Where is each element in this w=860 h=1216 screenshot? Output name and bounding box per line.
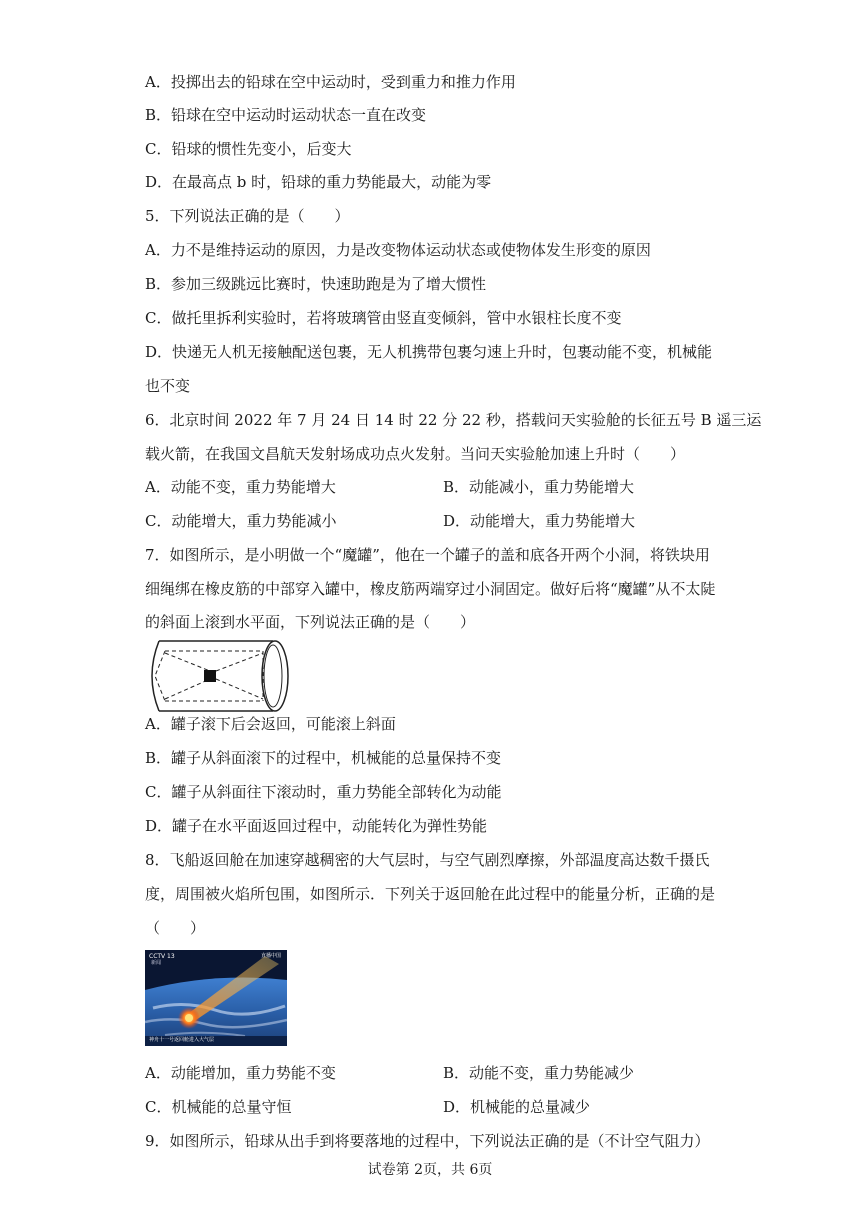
- option-7a: A．罐子滚下后会返回，可能滚上斜面: [145, 715, 396, 733]
- magic-can-figure: [145, 638, 290, 714]
- question-8: 8．飞船返回舱在加速穿越稠密的大气层时，与空气剧烈摩擦，外部温度高达数千摄氏: [145, 851, 710, 869]
- option-5d: D．快递无人机无接触配送包裹，无人机携带包裹匀速上升时，包裹动能不变，机械能: [145, 343, 713, 361]
- option-4d: D．在最高点 b 时，铅球的重力势能最大，动能为零: [145, 173, 492, 191]
- option-5c: C．做托里拆利实验时，若将玻璃管由竖直变倾斜，管中水银柱长度不变: [145, 309, 622, 327]
- reentry-capsule-photo: [145, 950, 287, 1046]
- option-8b: B．动能不变，重力势能减少: [443, 1064, 635, 1082]
- option-5d-cont: 也不变: [145, 377, 191, 395]
- question-6: 6．北京时间 2022 年 7 月 24 日 14 时 22 分 22 秒，搭载问天实验舱的长征五号 B 遥三运: [145, 411, 762, 429]
- question-9: 9．如图所示，铅球从出手到将要落地的过程中，下列说法正确的是（不计空气阻力）: [145, 1132, 710, 1150]
- tv-caption: 神舟十一号返回舱进入大气层: [149, 1037, 215, 1043]
- option-4a: A．投掷出去的铅球在空中运动时，受到重力和推力作用: [145, 73, 516, 91]
- page-footer: 试卷第 2页，共 6页: [367, 1162, 493, 1178]
- option-4c: C．铅球的惯性先变小，后变大: [145, 140, 352, 158]
- option-6b: B．动能减小，重力势能增大: [443, 478, 635, 496]
- option-7b: B．罐子从斜面滚下的过程中，机械能的总量保持不变: [145, 749, 502, 767]
- option-8c: C．机械能的总量守恒: [145, 1098, 292, 1116]
- option-7d: D．罐子在水平面返回过程中，动能转化为弹性势能: [145, 817, 488, 835]
- option-8d: D．机械能的总量减少: [443, 1098, 591, 1116]
- question-8-cont1: 度，周围被火焰所包围，如图所示．下列关于返回舱在此过程中的能量分析，正确的是: [145, 885, 716, 903]
- question-5: 5．下列说法正确的是（ ）: [145, 207, 350, 225]
- option-8a: A．动能增加，重力势能不变: [145, 1064, 336, 1082]
- tv-channel-logo: CCTV 13: [149, 953, 175, 960]
- option-5b: B．参加三级跳远比赛时，快速助跑是为了增大惯性: [145, 275, 487, 293]
- question-6-cont: 载火箭，在我国文昌航天发射场成功点火发射。当问天实验舱加速上升时（ ）: [145, 445, 686, 463]
- option-6d: D．动能增大，重力势能增大: [443, 512, 636, 530]
- question-7: 7．如图所示，是小明做一个“魔罐”，他在一个罐子的盖和底各开两个小洞，将铁块用: [145, 546, 710, 564]
- tv-channel-sub: 新闻: [151, 960, 162, 966]
- option-4b: B．铅球在空中运动时运动状态一直在改变: [145, 106, 427, 124]
- option-5a: A．力不是维持运动的原因，力是改变物体运动状态或使物体发生形变的原因: [145, 241, 651, 259]
- question-7-cont1: 细绳绑在橡皮筋的中部穿入罐中，橡皮筋两端穿过小洞固定。做好后将“魔罐”从不太陡: [145, 580, 716, 598]
- question-7-cont2: 的斜面上滚到水平面，下列说法正确的是（ ）: [145, 613, 476, 631]
- option-6c: C．动能增大，重力势能减小: [145, 512, 337, 530]
- option-7c: C．罐子从斜面往下滚动时，重力势能全部转化为动能: [145, 783, 502, 801]
- option-6a: A．动能不变，重力势能增大: [145, 478, 336, 496]
- tv-corner-tag: 直播中国: [260, 953, 281, 959]
- question-8-cont2: （ ）: [145, 919, 206, 937]
